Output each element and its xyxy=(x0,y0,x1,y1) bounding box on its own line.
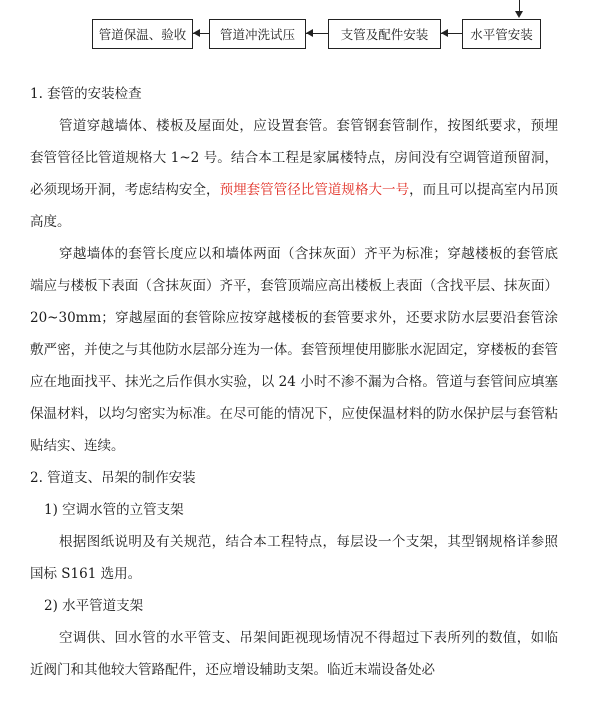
flow-box-branch-fittings: 支管及配件安装 xyxy=(328,19,441,49)
paragraph-text: 管道穿越墙体、楼板及屋面处，应设置套管。套管钢套管制作，按图纸要求，预埋套管管径比管道规格大 1~2 号。结合本工程是家属楼特点，房间没有空调管道预留洞，必须现场开洞，考虑结构安全， xyxy=(30,118,558,198)
flow-arrow-down-head xyxy=(515,11,523,18)
section-1-paragraph-1 xyxy=(30,110,558,238)
subsection-1-heading: 1) 空调水管的立管支架 xyxy=(44,502,184,518)
subsection-1-paragraph: 根据图纸说明及有关规范，结合本工程特点，每层设一个支架，其型钢规格详参照国标 S161 选用。 xyxy=(30,534,558,582)
section-2-heading: 2. 管道支、吊架的制作安装 xyxy=(30,470,196,486)
highlighted-text: 预埋套管管径比管道规格大一号 xyxy=(219,182,410,198)
subsection-2-paragraph: 空调供、回水管的水平管支、吊架间距视现场情况不得超过下表所列的数值，如临近阀门和其他较大管路配件，还应增设辅助支架。临近末端设备处必 xyxy=(30,630,558,678)
document-body xyxy=(30,78,558,686)
flow-arrowhead xyxy=(193,29,200,37)
flow-box-flush-pressure-test: 管道冲洗试压 xyxy=(209,19,306,49)
flow-arrowhead xyxy=(441,29,448,37)
flow-box-horizontal-pipe: 水平管安装 xyxy=(462,19,541,49)
paragraph-text: ，而且可以提高室内吊顶高度。 xyxy=(30,182,559,230)
flow-box-insulation-acceptance: 管道保温、验收 xyxy=(92,19,193,49)
section-1-paragraph-2: 穿越墙体的套管长度应以和墙体两面（含抹灰面）齐平为标准；穿越楼板的套管底端应与楼板下表面（含抹灰面）齐平，套管顶端应高出楼板上表面（含找平层、抹灰面）20~30mm；穿越屋面的套管除应按穿越楼板的套管要求外，还要求防水层要沿套管涂敷严密，并使之与其他防水层部分连为一体。套管预埋使用膨胀水泥固定，穿楼板的套管应在地面找平、抹光之后作俱水实验，以 24 小时不渗不漏为合格。管道与套管间应填塞保温材料，以均匀密实为标准。在尽可能的情况下，应使保温材料的防水保护层与套管粘贴结实、连续。 xyxy=(30,246,558,454)
section-1-heading: 1. 套管的安装检查 xyxy=(30,86,142,102)
flow-arrowhead xyxy=(306,29,313,37)
subsection-2-heading: 2) 水平管道支架 xyxy=(44,598,144,614)
process-flowchart xyxy=(0,0,590,60)
